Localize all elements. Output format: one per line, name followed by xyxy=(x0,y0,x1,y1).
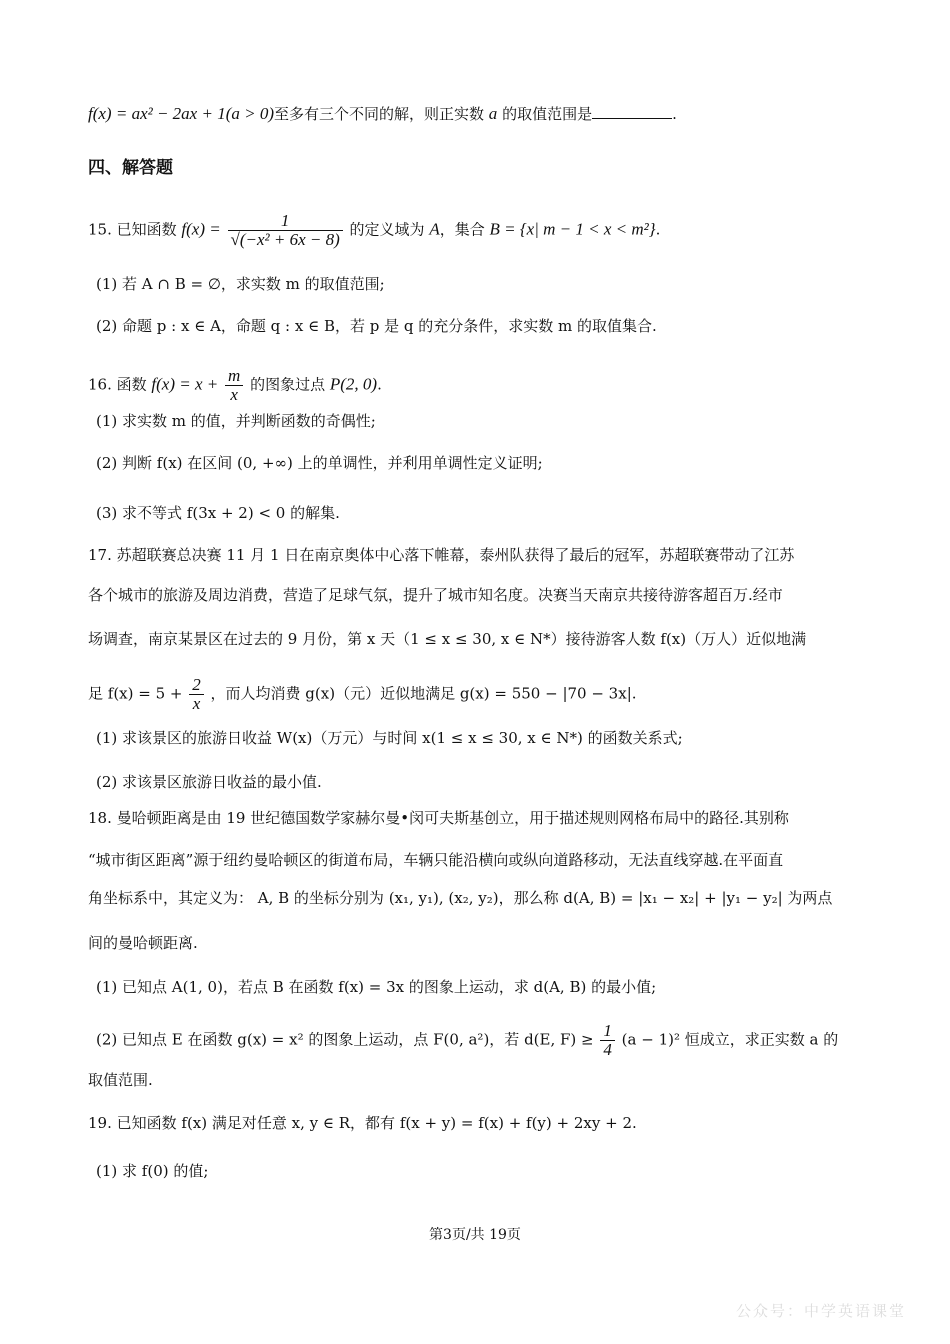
q18-den: 4 xyxy=(603,1040,612,1059)
q15-fraction xyxy=(228,212,343,249)
q15-part2: (2) 命题 p : x ∈ A，命题 q : x ∈ B，若 p 是 q 的充分条件，求实数 m 的取值集合. xyxy=(96,317,657,335)
q18-p2a: (2) 已知点 E 在函数 g(x) = x² 的图象上运动，点 F(0, a²)，若 d(E, F) ≥ xyxy=(96,1030,594,1049)
q18-line2: “城市街区距离”源于纽约曼哈顿区的街道布局，车辆只能沿横向或纵向道路移动，无法直线穿越.在平面直 xyxy=(88,851,784,869)
section-title: 四、解答题 xyxy=(88,158,173,178)
q17-line2: 各个城市的旅游及周边消费，营造了足球气氛，提升了城市知名度。决赛当天南京共接待游客超百万.经市 xyxy=(88,586,783,604)
q19-stem: 19. 已知函数 f(x) 满足对任意 x, y ∈ R，都有 f(x + y) = f(x) + f(y) + 2xy + 2. xyxy=(88,1114,637,1132)
q17-den: x xyxy=(192,694,201,713)
q18-line1: 18. 曼哈顿距离是由 19 世纪德国数学家赫尔曼•闵可夫斯基创立，用于描述规则网格布局中的路径.其别称 xyxy=(88,809,789,827)
prev-formula: f(x) = ax² − 2ax + 1(a > 0) xyxy=(88,104,274,123)
prev-end: . xyxy=(672,105,677,123)
q15-stem xyxy=(88,212,660,249)
answer-blank xyxy=(592,104,672,119)
q17-l4a: 足 f(x) = 5 + xyxy=(88,684,183,703)
q18-part2 xyxy=(96,1022,838,1059)
page-footer: 第3页/共 19页 xyxy=(429,1227,521,1243)
q16-stem xyxy=(88,367,382,404)
q16-den: x xyxy=(230,385,238,404)
q15-lead: 15. 已知函数 xyxy=(88,220,177,239)
q16-num: m xyxy=(225,367,243,386)
q18-part2-cont: 取值范围. xyxy=(88,1071,153,1089)
q15-set: B = {x| m − 1 < x < m²} xyxy=(489,219,656,239)
q15-num: 1 xyxy=(228,212,343,231)
prev-tail: 的取值范围是 xyxy=(502,105,593,123)
q15-den: √(−x² + 6x − 8) xyxy=(230,230,340,249)
watermark: 公众号：中学英语课堂 xyxy=(735,1302,906,1320)
q16-fraction xyxy=(225,367,243,404)
q16-point: P(2, 0) xyxy=(329,374,378,394)
q16-part3: (3) 求不等式 f(3x + 2) < 0 的解集. xyxy=(96,504,340,522)
q18-p2b: (a − 1)² 恒成立，求正实数 a 的 xyxy=(621,1030,839,1049)
q17-part1: (1) 求该景区的旅游日收益 W(x)（万元）与时间 x(1 ≤ x ≤ 30, x ∈ N*) 的函数关系式; xyxy=(96,729,683,747)
q15-end: . xyxy=(655,220,661,239)
q17-line4 xyxy=(88,676,637,713)
q19-part1: (1) 求 f(0) 的值; xyxy=(96,1162,209,1180)
prev-question-fragment xyxy=(88,104,677,124)
q15-f: f(x) = xyxy=(181,219,221,239)
q18-part1: (1) 已知点 A(1, 0)，若点 B 在函数 f(x) = 3x 的图象上运动，求 d(A, B) 的最小值; xyxy=(96,978,657,996)
q16-mid: 的图象过点 xyxy=(250,375,326,394)
q16-end: . xyxy=(377,375,382,394)
q15-A: A xyxy=(429,219,440,239)
q16-f: f(x) = x + xyxy=(151,374,219,394)
q16-lead: 16. 函数 xyxy=(88,375,147,394)
q18-fraction xyxy=(600,1022,615,1059)
q15-part1: (1) 若 A ∩ B = ∅，求实数 m 的取值范围; xyxy=(96,275,385,293)
q15-set-label: ，集合 xyxy=(439,220,485,239)
q17-line1: 17. 苏超联赛总决赛 11 月 1 日在南京奥体中心落下帷幕，泰州队获得了最后的冠军，苏超联赛带动了江苏 xyxy=(88,546,795,564)
q17-l4b: ，而人均消费 g(x)（元）近似地满足 g(x) = 550 − |70 − 3x|. xyxy=(210,684,637,703)
q18-num: 1 xyxy=(600,1022,615,1041)
q18-line3: 角坐标系中，其定义为： A, B 的坐标分别为 (x₁, y₁), (x₂, y₂)，那么称 d(A, B) = |x₁ − x₂| + |y₁ − y₂| 为两点 xyxy=(88,889,833,907)
q16-part1: (1) 求实数 m 的值，并判断函数的奇偶性; xyxy=(96,412,376,430)
q17-line3: 场调查，南京某景区在过去的 9 月份，第 x 天（1 ≤ x ≤ 30, x ∈ N*）接待游客人数 f(x)（万人）近似地满 xyxy=(88,630,807,648)
q17-part2: (2) 求该景区旅游日收益的最小值. xyxy=(96,773,322,791)
q15-mid: 的定义域为 xyxy=(349,220,425,239)
q17-num: 2 xyxy=(189,676,204,695)
q16-part2: (2) 判断 f(x) 在区间 (0, +∞) 上的单调性，并利用单调性定义证明; xyxy=(96,454,543,472)
q17-fraction xyxy=(189,676,204,713)
q18-line4: 间的曼哈顿距离. xyxy=(88,934,198,952)
prev-var: a xyxy=(488,104,498,123)
prev-text: 至多有三个不同的解，则正实数 xyxy=(274,105,485,123)
